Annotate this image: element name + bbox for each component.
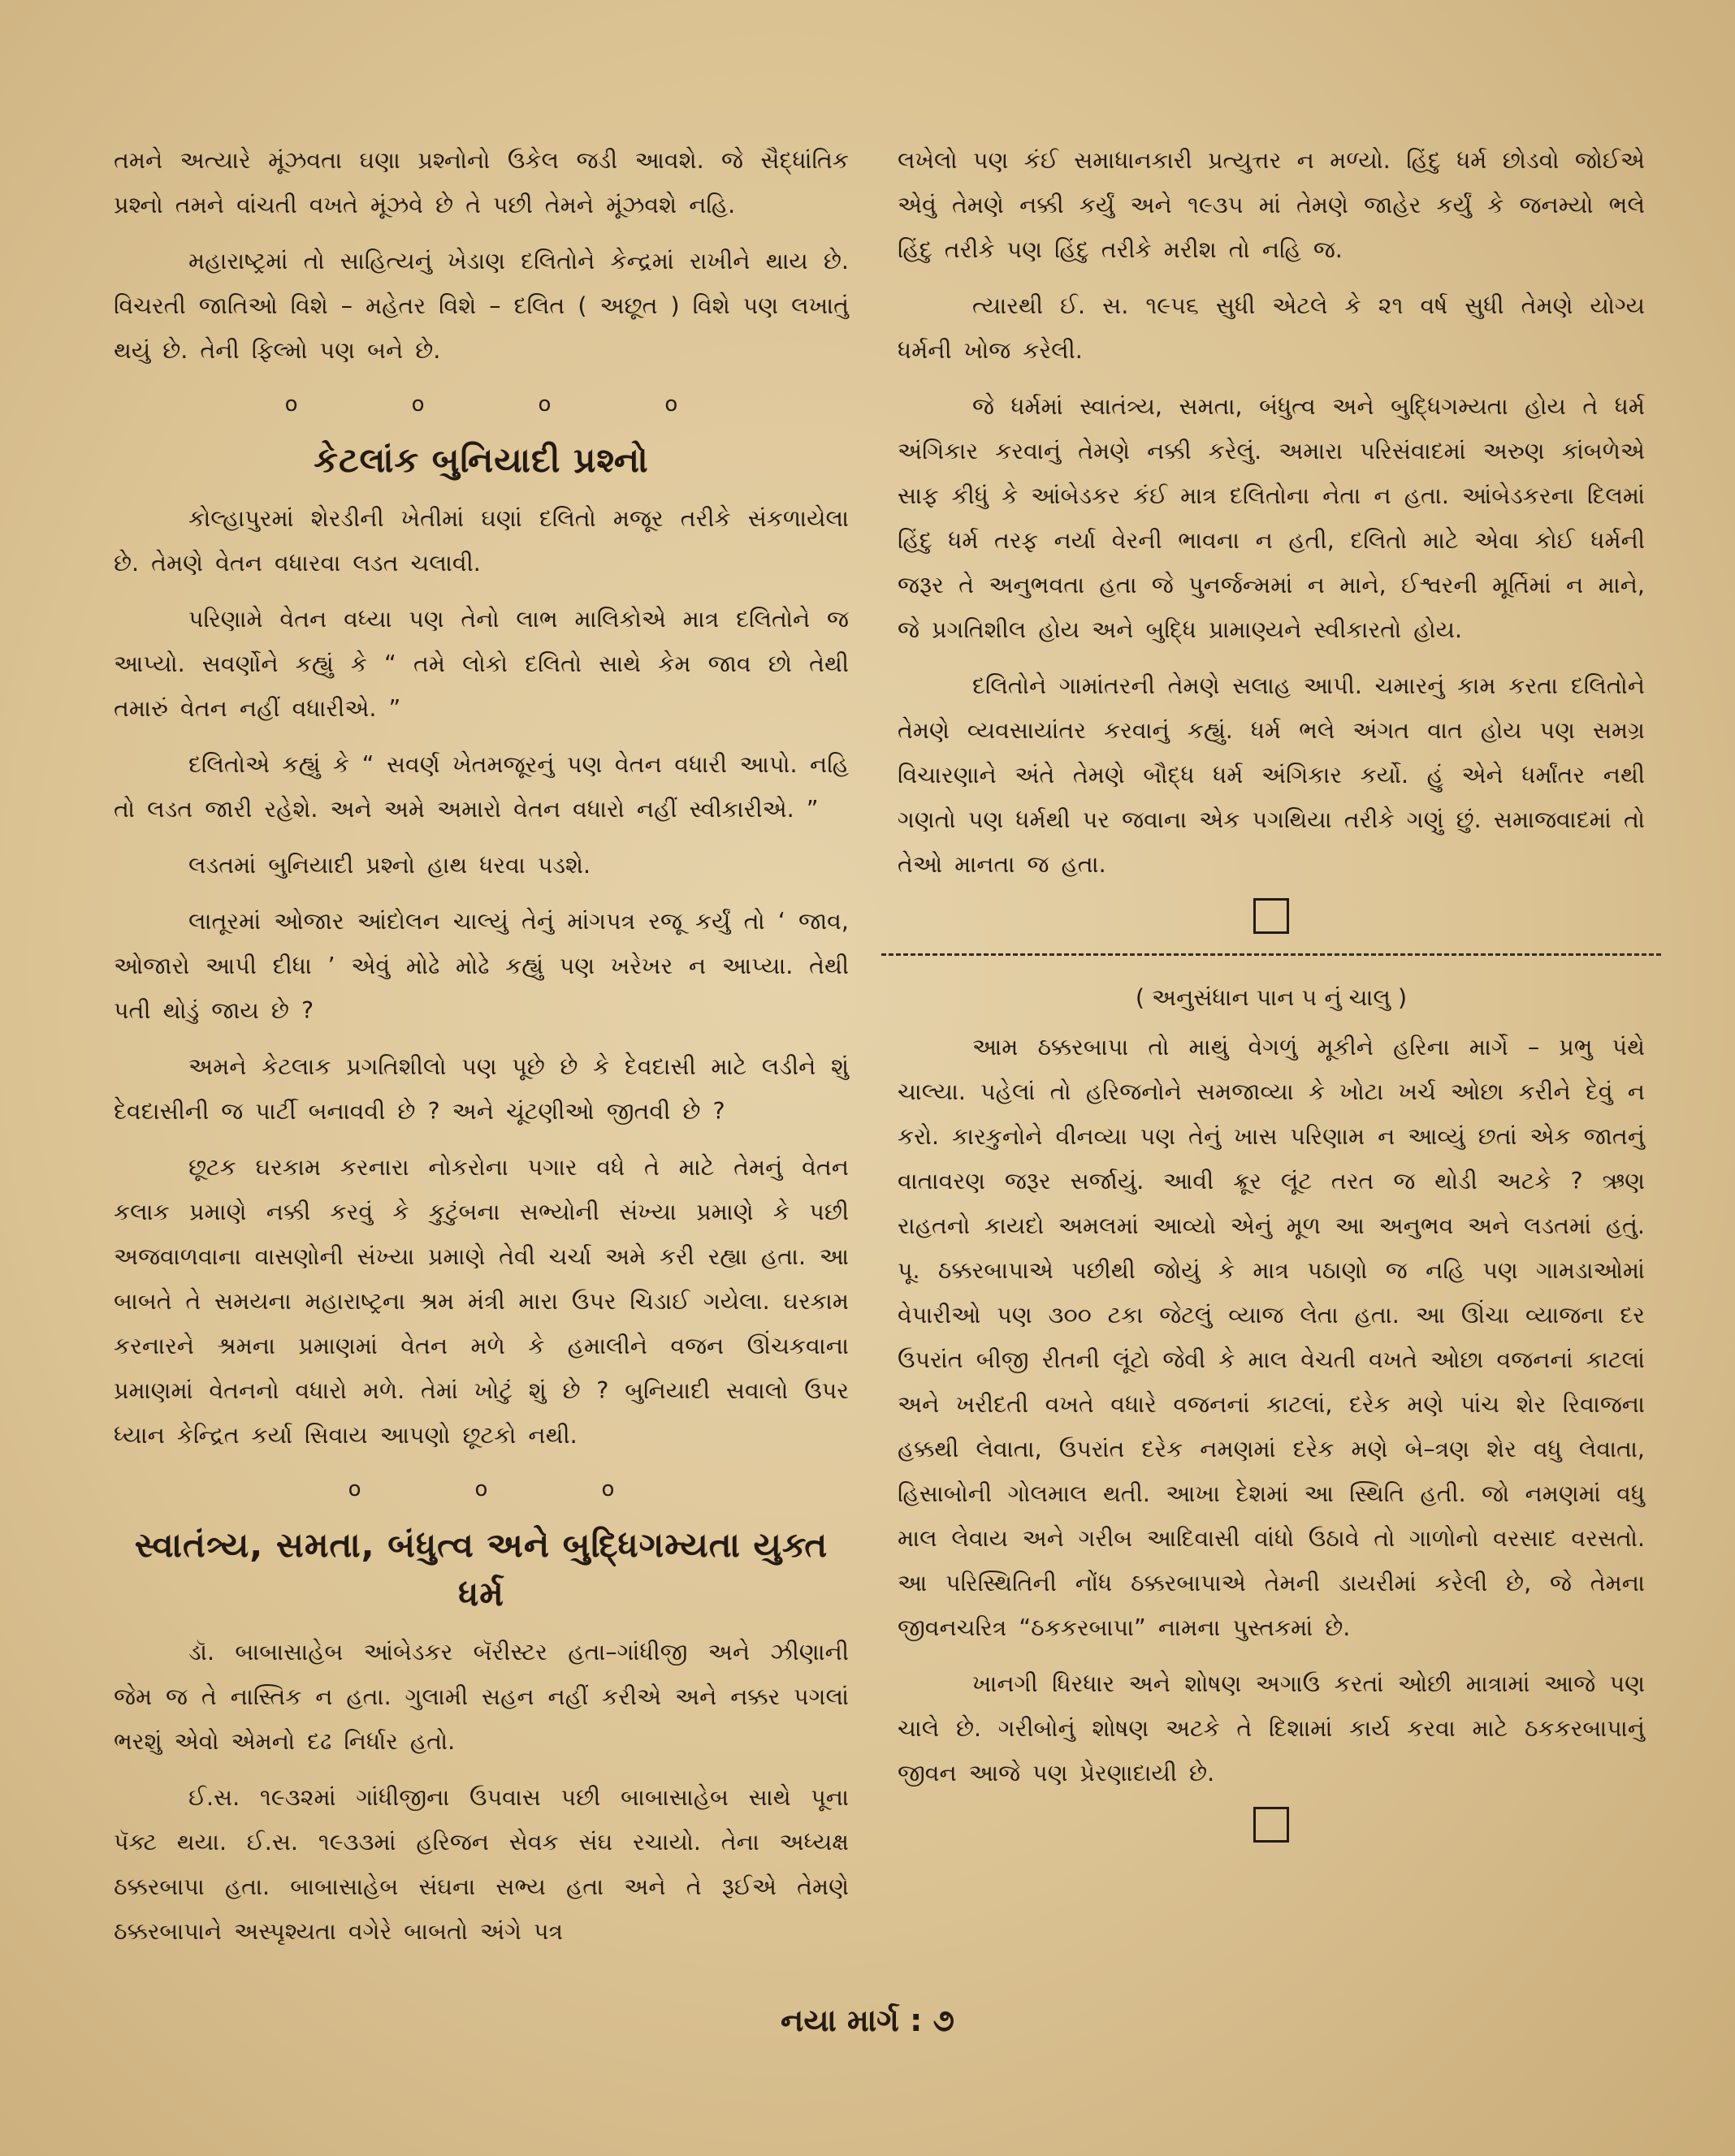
left-column: [114, 138, 849, 1965]
paragraph: દલિતોએ કહ્યું કે “ સવર્ણ ખેતમજૂરનું પણ વેતન વધારી આપો. નહિ તો લડત જારી રહેશે. અને અમે અમારો વેતન વધારો નહીં સ્વીકારીએ. ”: [114, 751, 849, 823]
paragraph: છૂટક ઘરકામ કરનારા નોકરોના પગાર વધે તે માટે તેમનું વેતન કલાક પ્રમાણે નક્કી કરવું કે કુટુંબના સભ્યોની સંખ્યા પ્રમાણે કે પછી અજવાળવાના વાસણોની સંખ્યા પ્રમાણે તેવી ચર્ચા અમે કરી રહ્યા હતા. આ બાબતે તે સમયના મહારાષ્ટ્રના શ્રમ મંત્રી મારા ઉપર ચિડાઈ ગયેલા. ઘરકામ કરનારને શ્રમના પ્રમાણમાં વેતન મળે કે હમાલીને વજન ઊંચકવાના પ્રમાણમાં વેતનનો વધારો મળે. તેમાં ખોટું શું છે ? બુનિયાદી સવાલો ઉપર ધ્યાન કેન્દ્રિત કર્યા સિવાય આપણો છૂટકો નથી.: [114, 1154, 849, 1449]
dashed-divider: [881, 953, 1661, 956]
paragraph: લાતૂરમાં ઓજાર આંદોલન ચાલ્યું તેનું માંગપત્ર રજૂ કર્યું તો ‘ જાવ, ઓજારો આપી દીધા ’ એવું મોઢે મોઢે કહ્યું પણ ખરેખર ન આપ્યા. તેથી પતી થોડું જાય છે ?: [114, 908, 849, 1024]
paragraph: ત્યારથી ઈ. સ. ૧૯૫૬ સુધી એટલે કે ૨૧ વર્ષ સુધી તેમણે યોગ્ય ધર્મની ખોજ કરેલી.: [898, 292, 1645, 364]
ornament-dot: o: [538, 392, 552, 417]
section-heading: સ્વાતંત્ર્ય, સમતા, બંધુત્વ અને બુદ્ધિગમ્યતા યુક્ત ધર્મ: [134, 1525, 829, 1614]
paragraph: અમને કેટલાક પ્રગતિશીલો પણ પૂછે છે કે દેવદાસી માટે લડીને શું દેવદાસીની જ પાર્ટી બનાવવી છે ? અને ચૂંટણીઓ જીતવી છે ?: [114, 1053, 849, 1125]
ornament-dot: o: [474, 1477, 488, 1501]
paragraph: જે ધર્મમાં સ્વાતંત્ર્ય, સમતા, બંધુત્વ અને બુદ્ધિગમ્યતા હોય તે ધર્મ અંગિકાર કરવાનું તેમણે નક્કી કરેલું. અમારા પરિસંવાદમાં અરુણ કાંબળેએ સાફ કીધું કે આંબેડકર કંઈ માત્ર દલિતોના નેતા ન હતા. આંબેડકરના દિલમાં હિંદુ ધર્મ તરફ નર્યા વેરની ભાવના ન હતી, દલિતો માટે એવા કોઈ ધર્મની જરૂર તે અનુભવતા હતા જે પુનર્જન્મમાં ન માને, ઈશ્વરની મૂર્તિમાં ન માને, જે પ્રગતિશીલ હોય અને બુદ્ધિ પ્રામાણ્યને સ્વીકારતો હોય.: [898, 393, 1645, 643]
paragraph: મહારાષ્ટ્રમાં તો સાહિત્યનું ખેડાણ દલિતોને કેન્દ્રમાં રાખીને થાય છે. વિચરતી જાતિઓ વિશે – મહેતર વિશે – દલિત ( અછૂત ) વિશે પણ લખાતું થયું છે. તેની ફિલ્મો પણ બને છે.: [114, 248, 849, 364]
end-of-article-box-icon: [1253, 898, 1289, 934]
ornament-dot: o: [284, 392, 298, 417]
paragraph: આમ ઠક્કરબાપા તો માથું વેગળું મૂકીને હરિના માર્ગે – પ્રભુ પંથે ચાલ્યા. પહેલાં તો હરિજનોને સમજાવ્યા કે ખોટા ખર્ચ ઓછા કરીને દેવું ન કરો. કારકુનોને વીનવ્યા પણ તેનું ખાસ પરિણામ ન આવ્યું છતાં એક જાતનું વાતાવરણ જરૂર સર્જાયું. આવી ક્રૂર લૂંટ તરત જ થોડી અટકે ? ઋણ રાહતનો કાયદો અમલમાં આવ્યો એનું મૂળ આ અનુભવ અને લડતમાં હતું. પૂ. ઠક્કરબાપાએ પછીથી જોયું કે માત્ર પઠાણો જ નહિ પણ ગામડાઓમાં વેપારીઓ પણ ૩૦૦ ટકા જેટલું વ્યાજ લેતા હતા. આ ઊંચા વ્યાજના દર ઉપરાંત બીજી રીતની લૂંટો જેવી કે માલ વેચતી વખતે ઓછા વજનનાં કાટલાં અને ખરીદતી વખતે વધારે વજનનાં કાટલાં, દરેક મણે પાંચ શેર રિવાજના હક્કથી લેવાતા, ઉપરાંત દરેક નમણમાં દરેક મણે બે–ત્રણ શેર વધુ લેવાતા, હિસાબોની ગોલમાલ થતી. આખા દેશમાં આ સ્થિતિ હતી. જો નમણમાં વધુ માલ લેવાય અને ગરીબ આદિવાસી વાંધો ઉઠાવે તો ગાળોનો વરસાદ વરસતો. આ પરિસ્થિતિની નોંધ ઠક્કરબાપાએ તેમની ડાયરીમાં કરેલી છે, જે તેમના જીવનચરિત્ર “ઠકકરબાપા” નામના પુસ્તકમાં છે.: [898, 1034, 1645, 1641]
ornament-dot: o: [411, 392, 425, 417]
paragraph: પરિણામે વેતન વધ્યા પણ તેનો લાભ માલિકોએ માત્ર દલિતોને જ આપ્યો. સવર્ણોને કહ્યું કે “ તમે લોકો દલિતો સાથે કેમ જાવ છો તેથી તમારું વેતન નહીં વધારીએ. ”: [114, 606, 849, 722]
end-of-article-box-icon: [1253, 1807, 1289, 1843]
ornament-dot: o: [601, 1477, 615, 1501]
ornament-dot: o: [348, 1477, 361, 1501]
ornament-dot: o: [664, 392, 678, 417]
paragraph: ઈ.સ. ૧૯૩૨માં ગાંધીજીના ઉપવાસ પછી બાબાસાહેબ સાથે પૂના પૅક્ટ થયા. ઈ.સ. ૧૯૩૩માં હરિજન સેવક સંઘ રચાયો. તેના અધ્યક્ષ ઠક્કરબાપા હતા. બાબાસાહેબ સંઘના સભ્ય હતા અને તે રૂઈએ તેમણે ઠક્કરબાપાને અસ્પૃશ્યતા વગેરે બાબતો અંગે પત્ર: [114, 1784, 849, 1945]
paragraph: લખેલો પણ કંઈ સમાધાનકારી પ્રત્યુત્તર ન મળ્યો. હિંદુ ધર્મ છોડવો જોઈએ એવું તેમણે નક્કી કર્યું અને ૧૯૩૫ માં તેમણે જાહેર કર્યું કે જનમ્યો ભલે હિંદુ તરીકે પણ હિંદુ તરીકે મરીશ તો નહિ જ.: [898, 147, 1645, 263]
section-heading: કેટલાંક બુનિયાદી પ્રશ્નો: [314, 440, 649, 480]
paragraph: કોલ્હાપુરમાં શેરડીની ખેતીમાં ઘણાં દલિતો મજૂર તરીકે સંકળાયેલા છે. તેમણે વેતન વધારવા લડત ચલાવી.: [114, 505, 849, 577]
page-footer: નયા માર્ગ : ૭: [781, 2003, 954, 2038]
paragraph: તમને અત્યારે મૂંઝવતા ઘણા પ્રશ્નોનો ઉકેલ જડી આવશે. જે સૈદ્ધાંતિક પ્રશ્નો તમને વાંચતી વખતે મૂંઝવે છે તે પછી તેમને મૂંઝવશે નહિ.: [114, 147, 849, 218]
paragraph: ડૉ. બાબાસાહેબ આંબેડકર બૅરીસ્ટર હતા–ગાંધીજી અને ઝીણાની જેમ જ તે નાસ્તિક ન હતા. ગુલામી સહન નહીં કરીએ અને નક્કર પગલાં ભરશું એવો એમનો દઢ નિર્ધાર હતો.: [114, 1639, 849, 1755]
paragraph: દલિતોને ગામાંતરની તેમણે સલાહ આપી. ચમારનું કામ કરતા દલિતોને તેમણે વ્યવસાયાંતર કરવાનું કહ્યું. ધર્મ ભલે અંગત વાત હોય પણ સમગ્ર વિચારણાને અંતે તેમણે બૌદ્ધ ધર્મ અંગિકાર કર્યો. હું એને ધર્માંતર નથી ગણતો પણ ધર્મથી પર જવાના એક પગથિયા તરીકે ગણું છું. સમાજવાદમાં તો તેઓ માનતા જ હતા.: [898, 672, 1645, 878]
right-column: [898, 138, 1645, 1862]
section-ornament: [114, 384, 849, 425]
paragraph: ખાનગી ધિરધાર અને શોષણ અગાઉ કરતાં ઓછી માત્રામાં આજે પણ ચાલે છે. ગરીબોનું શોષણ અટકે તે દિશામાં કાર્ય કરવા માટે ઠકકરબાપાનું જીવન આજે પણ પ્રેરણાદાયી છે.: [898, 1670, 1645, 1787]
continuation-label: ( અનુસંધાન પાન ૫ નું ચાલુ ): [1135, 984, 1408, 1011]
section-ornament: [114, 1469, 849, 1510]
paragraph: લડતમાં બુનિયાદી પ્રશ્નો હાથ ધરવા પડશે.: [188, 852, 591, 879]
